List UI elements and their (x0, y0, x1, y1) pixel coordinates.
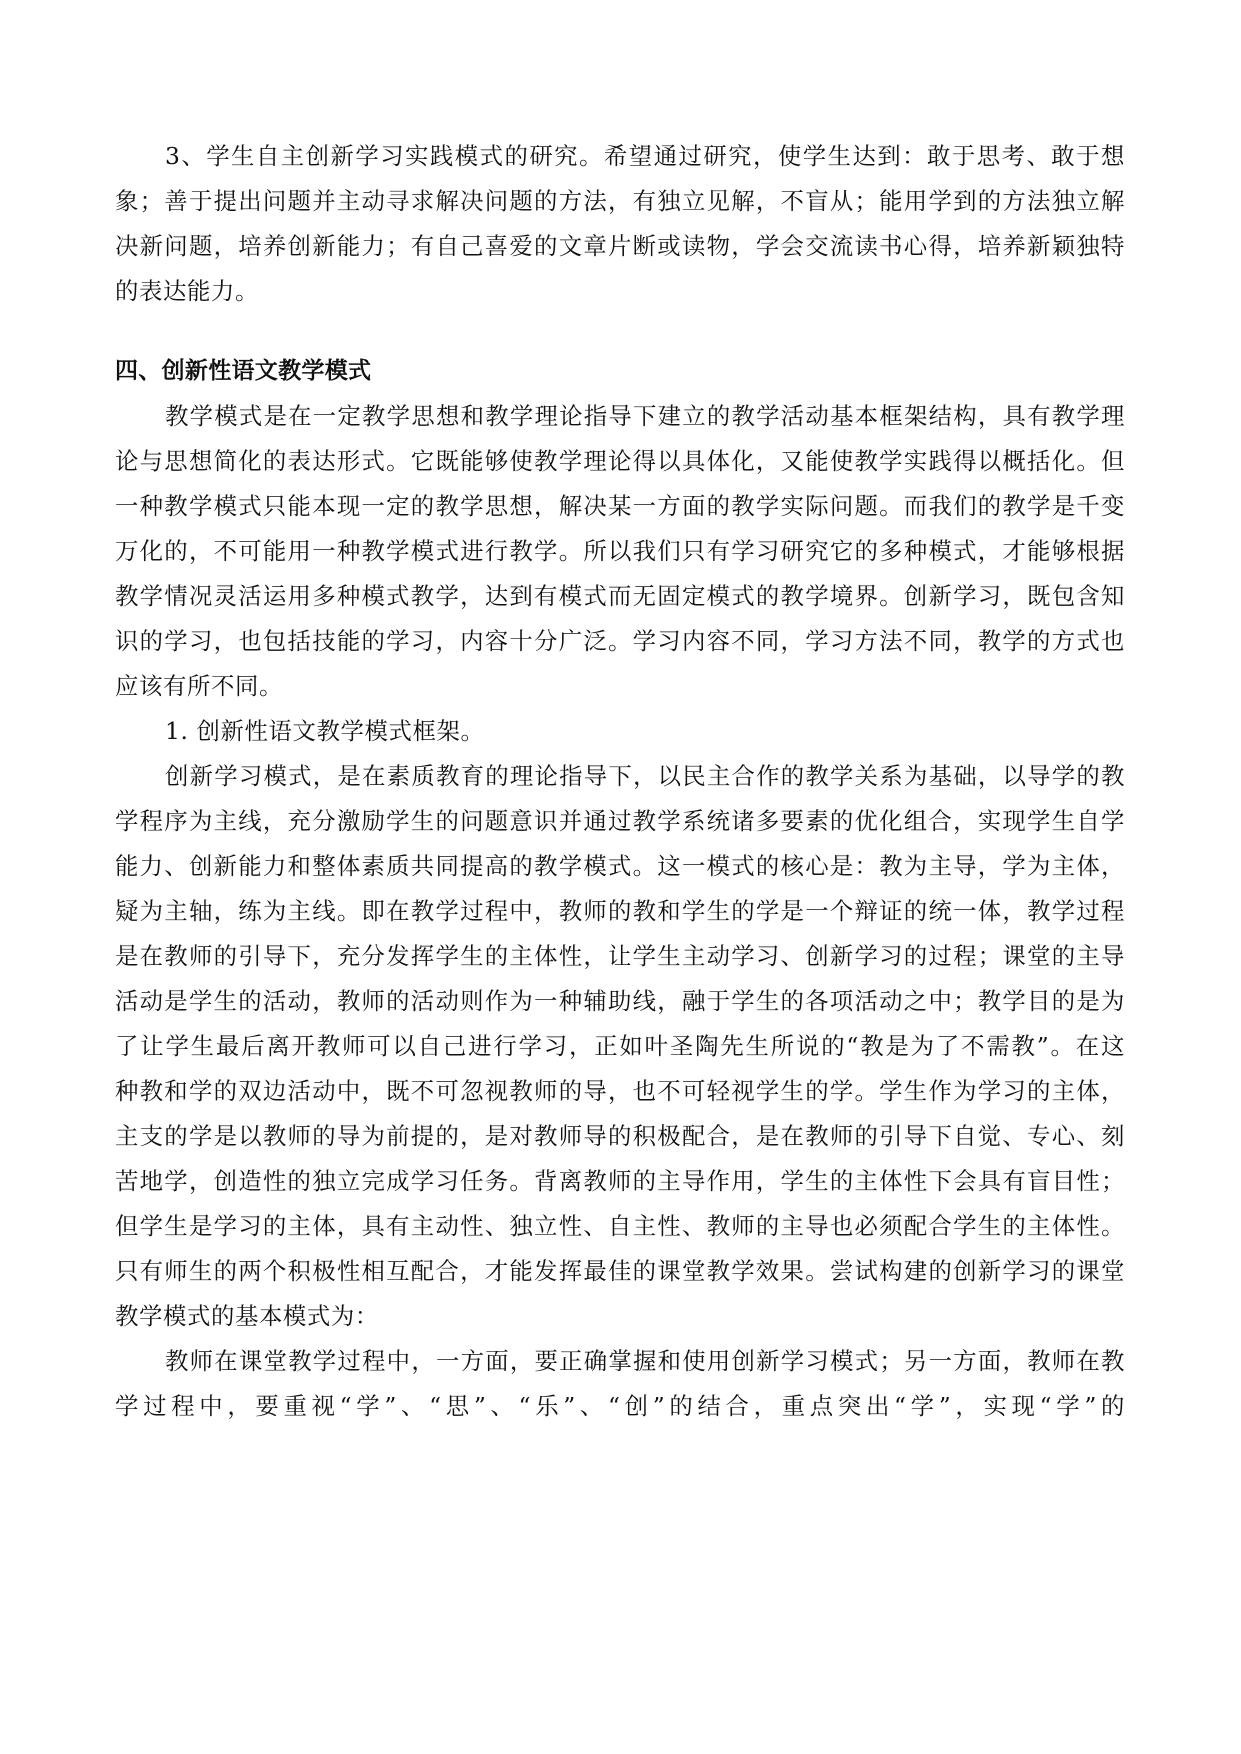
text-line: 学程序为主线，充分激励学生的问题意识并通过教学系统诸多要素的优化组合，实现学生自学 (115, 807, 1125, 835)
text-line: 种教和学的双边活动中，既不可忽视教师的导，也不可轻视学生的学。学生作为学习的主体， (115, 1077, 1125, 1105)
text-line: 的表达能力。 (115, 277, 259, 305)
text-line: 学过程中，要重视“学”、“思”、“乐”、“创”的结合，重点突出“学”，实现“学”的 (115, 1392, 1125, 1420)
text-line: 主支的学是以教师的导为前提的，是对教师导的积极配合，是在教师的引导下自觉、专心、刻 (115, 1122, 1125, 1150)
text-line: 教学模式的基本模式为： (115, 1302, 379, 1330)
section-heading: 四、创新性语文教学模式 (115, 358, 372, 384)
text-line: 应该有所不同。 (115, 672, 283, 700)
text-line: 象；善于提出问题并主动寻求解决问题的方法，有独立见解，不盲从；能用学到的方法独立解 (115, 187, 1125, 215)
text-line: 活动是学生的活动，教师的活动则作为一种辅助线，融于学生的各项活动之中；教学目的是为 (115, 987, 1125, 1015)
text-line: 教学情况灵活运用多种模式教学，达到有模式而无固定模式的教学境界。创新学习，既包含知 (115, 582, 1125, 610)
text-line: 决新问题，培养创新能力；有自己喜爱的文章片断或读物，学会交流读书心得，培养新颖独特 (115, 232, 1125, 260)
text-line: 一种教学模式只能本现一定的教学思想，解决某一方面的教学实际问题。而我们的教学是千变 (115, 492, 1125, 520)
text-line: 但学生是学习的主体，具有主动性、独立性、自主性、教师的主导也必须配合学生的主体性。 (115, 1212, 1125, 1240)
text-line: 苦地学，创造性的独立完成学习任务。背离教师的主导作用，学生的主体性下会具有盲目性； (115, 1167, 1125, 1195)
subsection-heading: 1. 创新性语文教学模式框架。 (165, 717, 485, 745)
text-line: 论与思想简化的表达形式。它既能够使教学理论得以具体化，又能使教学实践得以概括化。但 (115, 447, 1125, 475)
text-line: 只有师生的两个积极性相互配合，才能发挥最佳的课堂教学效果。尝试构建的创新学习的课堂 (115, 1257, 1125, 1285)
text-line: 教师在课堂教学过程中，一方面，要正确掌握和使用创新学习模式；另一方面，教师在教 (165, 1347, 1125, 1375)
text-line: 疑为主轴，练为主线。即在教学过程中，教师的教和学生的学是一个辩证的统一体，教学过程 (115, 897, 1125, 925)
text-line: 教学模式是在一定教学思想和教学理论指导下建立的教学活动基本框架结构，具有教学理 (165, 402, 1125, 430)
text-line: 创新学习模式，是在素质教育的理论指导下，以民主合作的教学关系为基础，以导学的教 (165, 762, 1125, 790)
text-line: 是在教师的引导下，充分发挥学生的主体性，让学生主动学习、创新学习的过程；课堂的主导 (115, 942, 1125, 970)
text-line: 万化的，不可能用一种教学模式进行教学。所以我们只有学习研究它的多种模式，才能够根据 (115, 537, 1125, 565)
text-line: 了让学生最后离开教师可以自己进行学习，正如叶圣陶先生所说的“教是为了不需教”。在这 (115, 1032, 1125, 1060)
text-line: 3、学生自主创新学习实践模式的研究。希望通过研究，使学生达到：敢于思考、敢于想 (165, 142, 1125, 170)
text-line: 能力、创新能力和整体素质共同提高的教学模式。这一模式的核心是：教为主导，学为主体， (115, 852, 1125, 880)
text-line: 识的学习，也包括技能的学习，内容十分广泛。学习内容不同，学习方法不同，教学的方式也 (115, 627, 1125, 655)
